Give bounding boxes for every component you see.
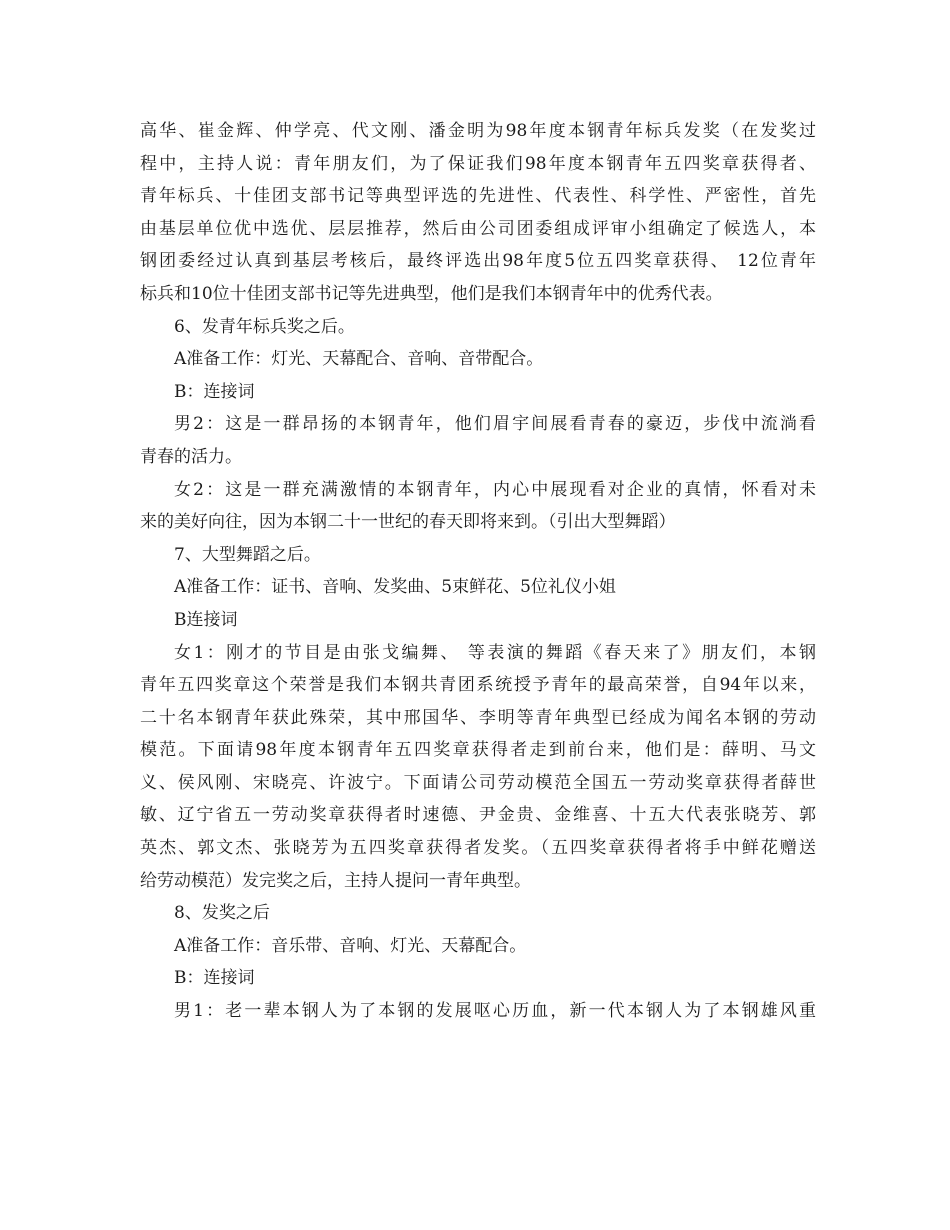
- document-body: [140, 115, 816, 1028]
- text-line: 男2：这是一群昂扬的本钢青年，他们眉宇间展看青春的豪迈，步伐中流淌看: [174, 414, 816, 435]
- text-line: 钢团委经过认真到基层考核后，最终评选出98年度5位五四奖章获得、 12位青年: [140, 251, 816, 272]
- text-line: 8、发奖之后: [174, 903, 270, 924]
- text-line: 二十名本钢青年获此殊荣，其中邢国华、李明等青年典型已经成为闻名本钢的劳动: [140, 707, 816, 728]
- text-line: B：连接词: [174, 381, 255, 402]
- text-line: 模范。下面请98年度本钢青年五四奖章获得者走到前台来，他们是：薛明、马文: [140, 740, 816, 761]
- text-line: A准备工作：灯光、天幕配合、音响、音带配合。: [174, 349, 544, 370]
- text-line: A准备工作：音乐带、音响、灯光、天幕配合。: [174, 935, 527, 956]
- text-line: 女2：这是一群充满激情的本钢青年，内心中展现看对企业的真情，怀看对未: [174, 479, 816, 500]
- text-line: B：连接词: [174, 968, 255, 989]
- text-line: 来的美好向往，因为本钢二十一世纪的春天即将来到。（引出大型舞蹈）: [140, 512, 676, 533]
- text-line: 英杰、郭文杰、张晓芳为五四奖章获得者发奖。（五四奖章获得者将手中鲜花赠送: [140, 838, 816, 859]
- text-line: A准备工作：证书、音响、发奖曲、5束鲜花、5位礼仪小姐: [174, 577, 616, 598]
- text-line: 青年标兵、十佳团支部书记等典型评选的先进性、代表性、科学性、严密性，首先: [140, 186, 816, 207]
- text-line: 由基层单位优中选优、层层推荐，然后由公司团委组成评审小组确定了候选人，本: [140, 218, 816, 239]
- text-line: 青年五四奖章这个荣誉是我们本钢共青团系统授予青年的最高荣誉，自94年以来，: [140, 675, 816, 696]
- text-line: 给劳动模范）发完奖之后，主持人提问一青年典型。: [140, 870, 531, 891]
- text-line: 高华、崔金辉、仲学亮、代文刚、潘金明为98年度本钢青年标兵发奖（在发奖过: [140, 121, 816, 141]
- text-line: 标兵和10位十佳团支部书记等先进典型，他们是我们本钢青年中的优秀代表。: [140, 283, 723, 304]
- text-line: 程中，主持人说：青年朋友们，为了保证我们98年度本钢青年五四奖章获得者、: [140, 153, 816, 174]
- text-line: 义、侯风刚、宋晓亮、许波宁。下面请公司劳动模范全国五一劳动奖章获得者薛世: [140, 772, 816, 793]
- text-line: 青春的活力。: [140, 446, 242, 467]
- text-line: 7、大型舞蹈之后。: [174, 544, 321, 565]
- text-line: 女1：刚才的节目是由张戈编舞、 等表演的舞蹈《春天来了》朋友们，本钢: [174, 642, 816, 663]
- text-line: B连接词: [174, 609, 238, 630]
- text-line: 6、发青年标兵奖之后。: [174, 316, 355, 337]
- text-line: 男1：老一辈本钢人为了本钢的发展呕心历血，新一代本钢人为了本钢雄风重: [174, 1001, 816, 1022]
- text-line: 敏、辽宁省五一劳动奖章获得者时速德、尹金贵、金维喜、十五大代表张晓芳、郭: [140, 805, 816, 826]
